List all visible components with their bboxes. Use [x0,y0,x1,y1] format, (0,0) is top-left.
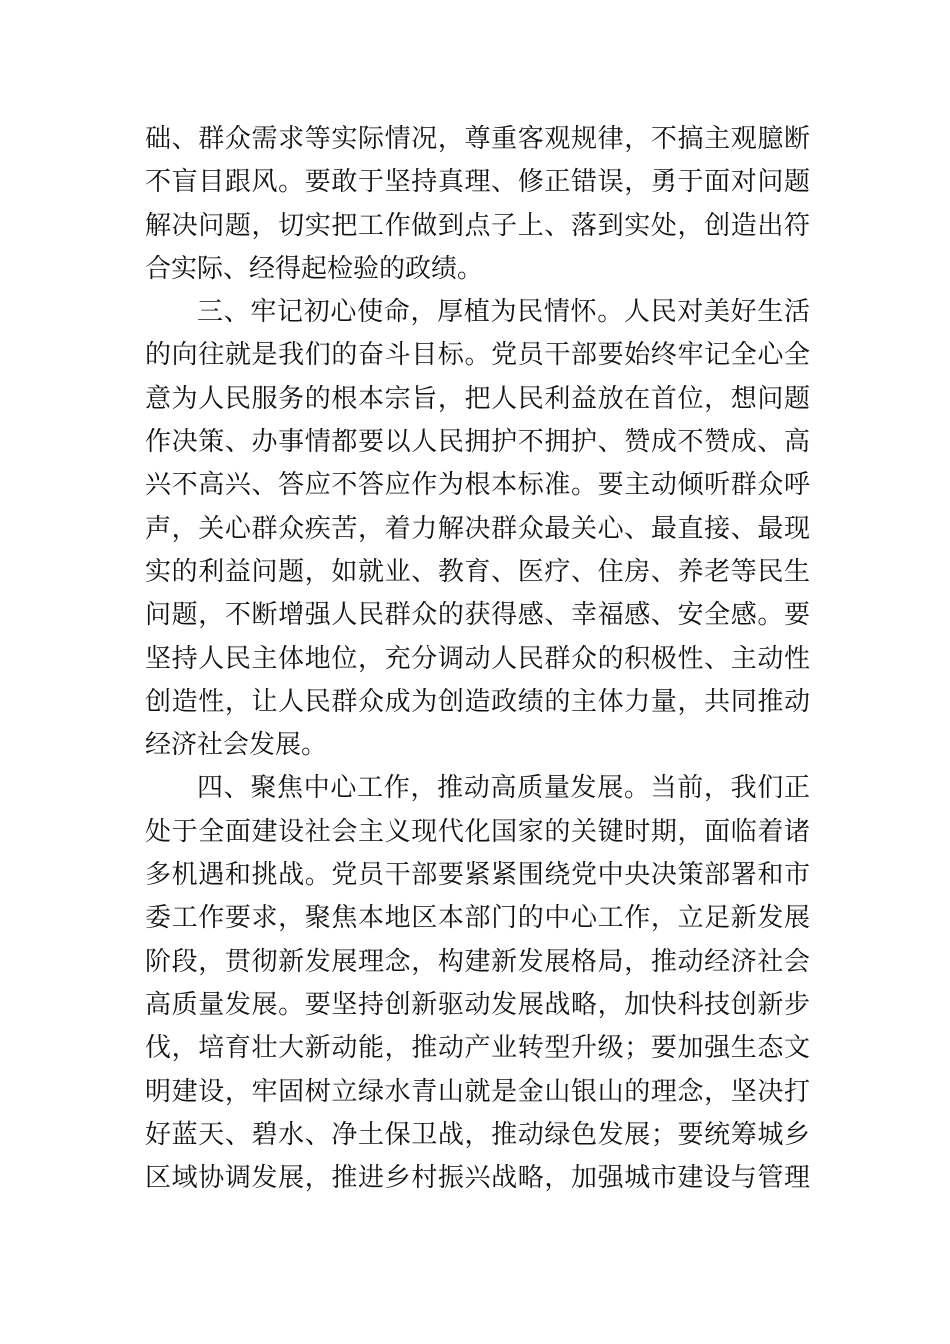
text-line: 础、群众需求等实际情况，尊重客观规律，不搞主观臆断 [145,124,810,154]
text-line: 区域协调发展，推进乡村振兴战略，加强城市建设与管理 [145,1163,810,1194]
section-heading-line: 三、牢记初心使命，厚植为民情怀。人民对美好生活 [197,297,810,328]
text-line: 阶段，贯彻新发展理念，构建新发展格局，推动经济社会 [145,946,810,977]
text-line: 创造性，让人民群众成为创造政绩的主体力量，共同推动 [145,686,810,717]
text-line: 意为人民服务的根本宗旨，把人民利益放在首位，想问题 [145,383,810,414]
text-line: 兴不高兴、答应不答应作为根本标准。要主动倾听群众呼 [145,470,810,501]
text-line: 实的利益问题，如就业、教育、医疗、住房、养老等民生 [145,556,810,587]
text-line: 高质量发展。要坚持创新驱动发展战略，加快科技创新步 [145,989,810,1020]
text-line: 明建设，牢固树立绿水青山就是金山银山的理念，坚决打 [145,1076,810,1107]
section-heading-line: 四、聚焦中心工作，推动高质量发展。当前，我们正 [197,773,810,804]
text-line: 作决策、办事情都要以人民拥护不拥护、赞成不赞成、高 [145,427,810,458]
body-text [145,118,810,1200]
text-line: 委工作要求，聚焦本地区本部门的中心工作，立足新发展 [145,903,810,934]
text-line: 解决问题，切实把工作做到点子上、落到实处，创造出符 [145,210,810,241]
text-line: 多机遇和挑战。党员干部要紧紧围绕党中央决策部署和市 [145,860,810,891]
text-line: 的向往就是我们的奋斗目标。党员干部要始终牢记全心全 [145,340,810,371]
text-line: 问题，不断增强人民群众的获得感、幸福感、安全感。要 [145,600,810,631]
text-line: 不盲目跟风。要敢于坚持真理、修正错误，勇于面对问题 [145,167,810,198]
text-line: 伐，培育壮大新动能，推动产业转型升级；要加强生态文 [145,1033,810,1064]
text-line: 声，关心群众疾苦，着力解决群众最关心、最直接、最现 [145,513,810,544]
text-line: 好蓝天、碧水、净土保卫战，推动绿色发展；要统筹城乡 [145,1119,810,1150]
text-line: 处于全面建设社会主义现代化国家的关键时期，面临着诸 [145,816,810,847]
text-line: 经济社会发展。 [145,730,328,761]
text-line: 坚持人民主体地位，充分调动人民群众的积极性、主动性 [145,643,810,674]
text-line: 合实际、经得起检验的政绩。 [145,253,484,284]
